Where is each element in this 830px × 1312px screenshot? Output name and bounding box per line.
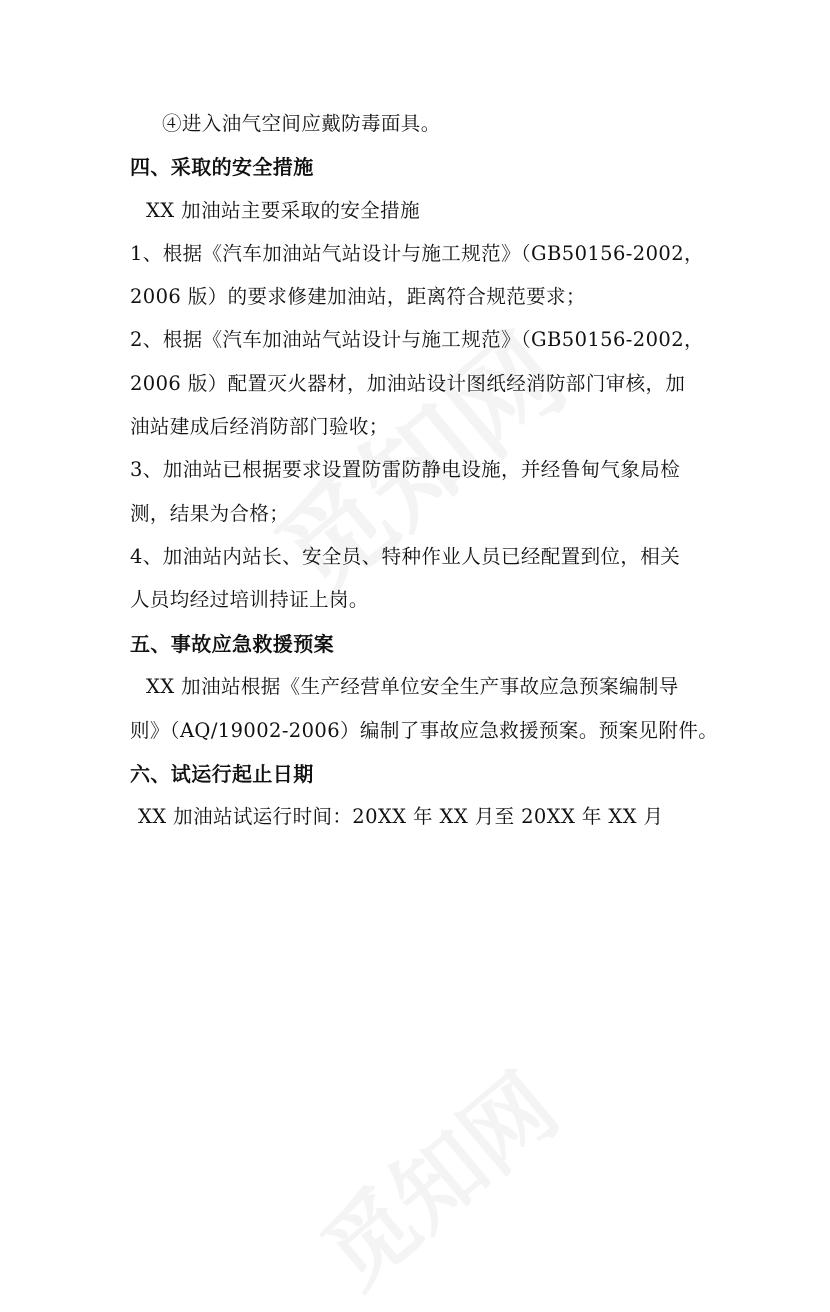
measure-2-line-1: 2、根据《汽车加油站气站设计与施工规范》（GB50156-2002， bbox=[130, 328, 704, 351]
measure-2-line-2: 2006 版）配置灭火器材，加油站设计图纸经消防部门审核，加 bbox=[130, 372, 686, 395]
watermark-bottom bbox=[290, 1038, 580, 1311]
measure-4-line-1: 4、加油站内站长、安全员、特种作业人员已经配置到位，相关 bbox=[130, 545, 681, 568]
mask-requirement-item: ④进入油气空间应戴防毒面具。 bbox=[162, 112, 441, 135]
measure-3-line-1: 3、加油站已根据要求设置防雷防静电设施，并经鲁甸气象局检 bbox=[130, 458, 681, 481]
measure-2-line-3: 油站建成后经消防部门验收； bbox=[130, 415, 389, 438]
section-6-line-1: XX 加油站试运行时间：20XX 年 XX 月至 20XX 年 XX 月 bbox=[138, 805, 664, 828]
section-4-heading: 四、采取的安全措施 bbox=[130, 155, 314, 179]
measure-1-line-1: 1、根据《汽车加油站气站设计与施工规范》（GB50156-2002， bbox=[130, 242, 704, 265]
measure-3-line-2: 测，结果为合格； bbox=[130, 502, 290, 525]
section-4-intro: XX 加油站主要采取的安全措施 bbox=[146, 199, 420, 222]
section-5-line-1: XX 加油站根据《生产经营单位安全生产事故应急预案编制导 bbox=[146, 675, 679, 698]
section-5-line-2: 则》（AQ/19002-2006）编制了事故应急救援预案。预案见附件。 bbox=[130, 719, 719, 742]
measure-1-line-2: 2006 版）的要求修建加油站，距离符合规范要求； bbox=[130, 285, 586, 308]
section-6-heading: 六、试运行起止日期 bbox=[130, 762, 314, 786]
section-5-heading: 五、事故应急救援预案 bbox=[130, 632, 334, 656]
measure-4-line-2: 人员均经过培训持证上岗。 bbox=[130, 588, 369, 611]
